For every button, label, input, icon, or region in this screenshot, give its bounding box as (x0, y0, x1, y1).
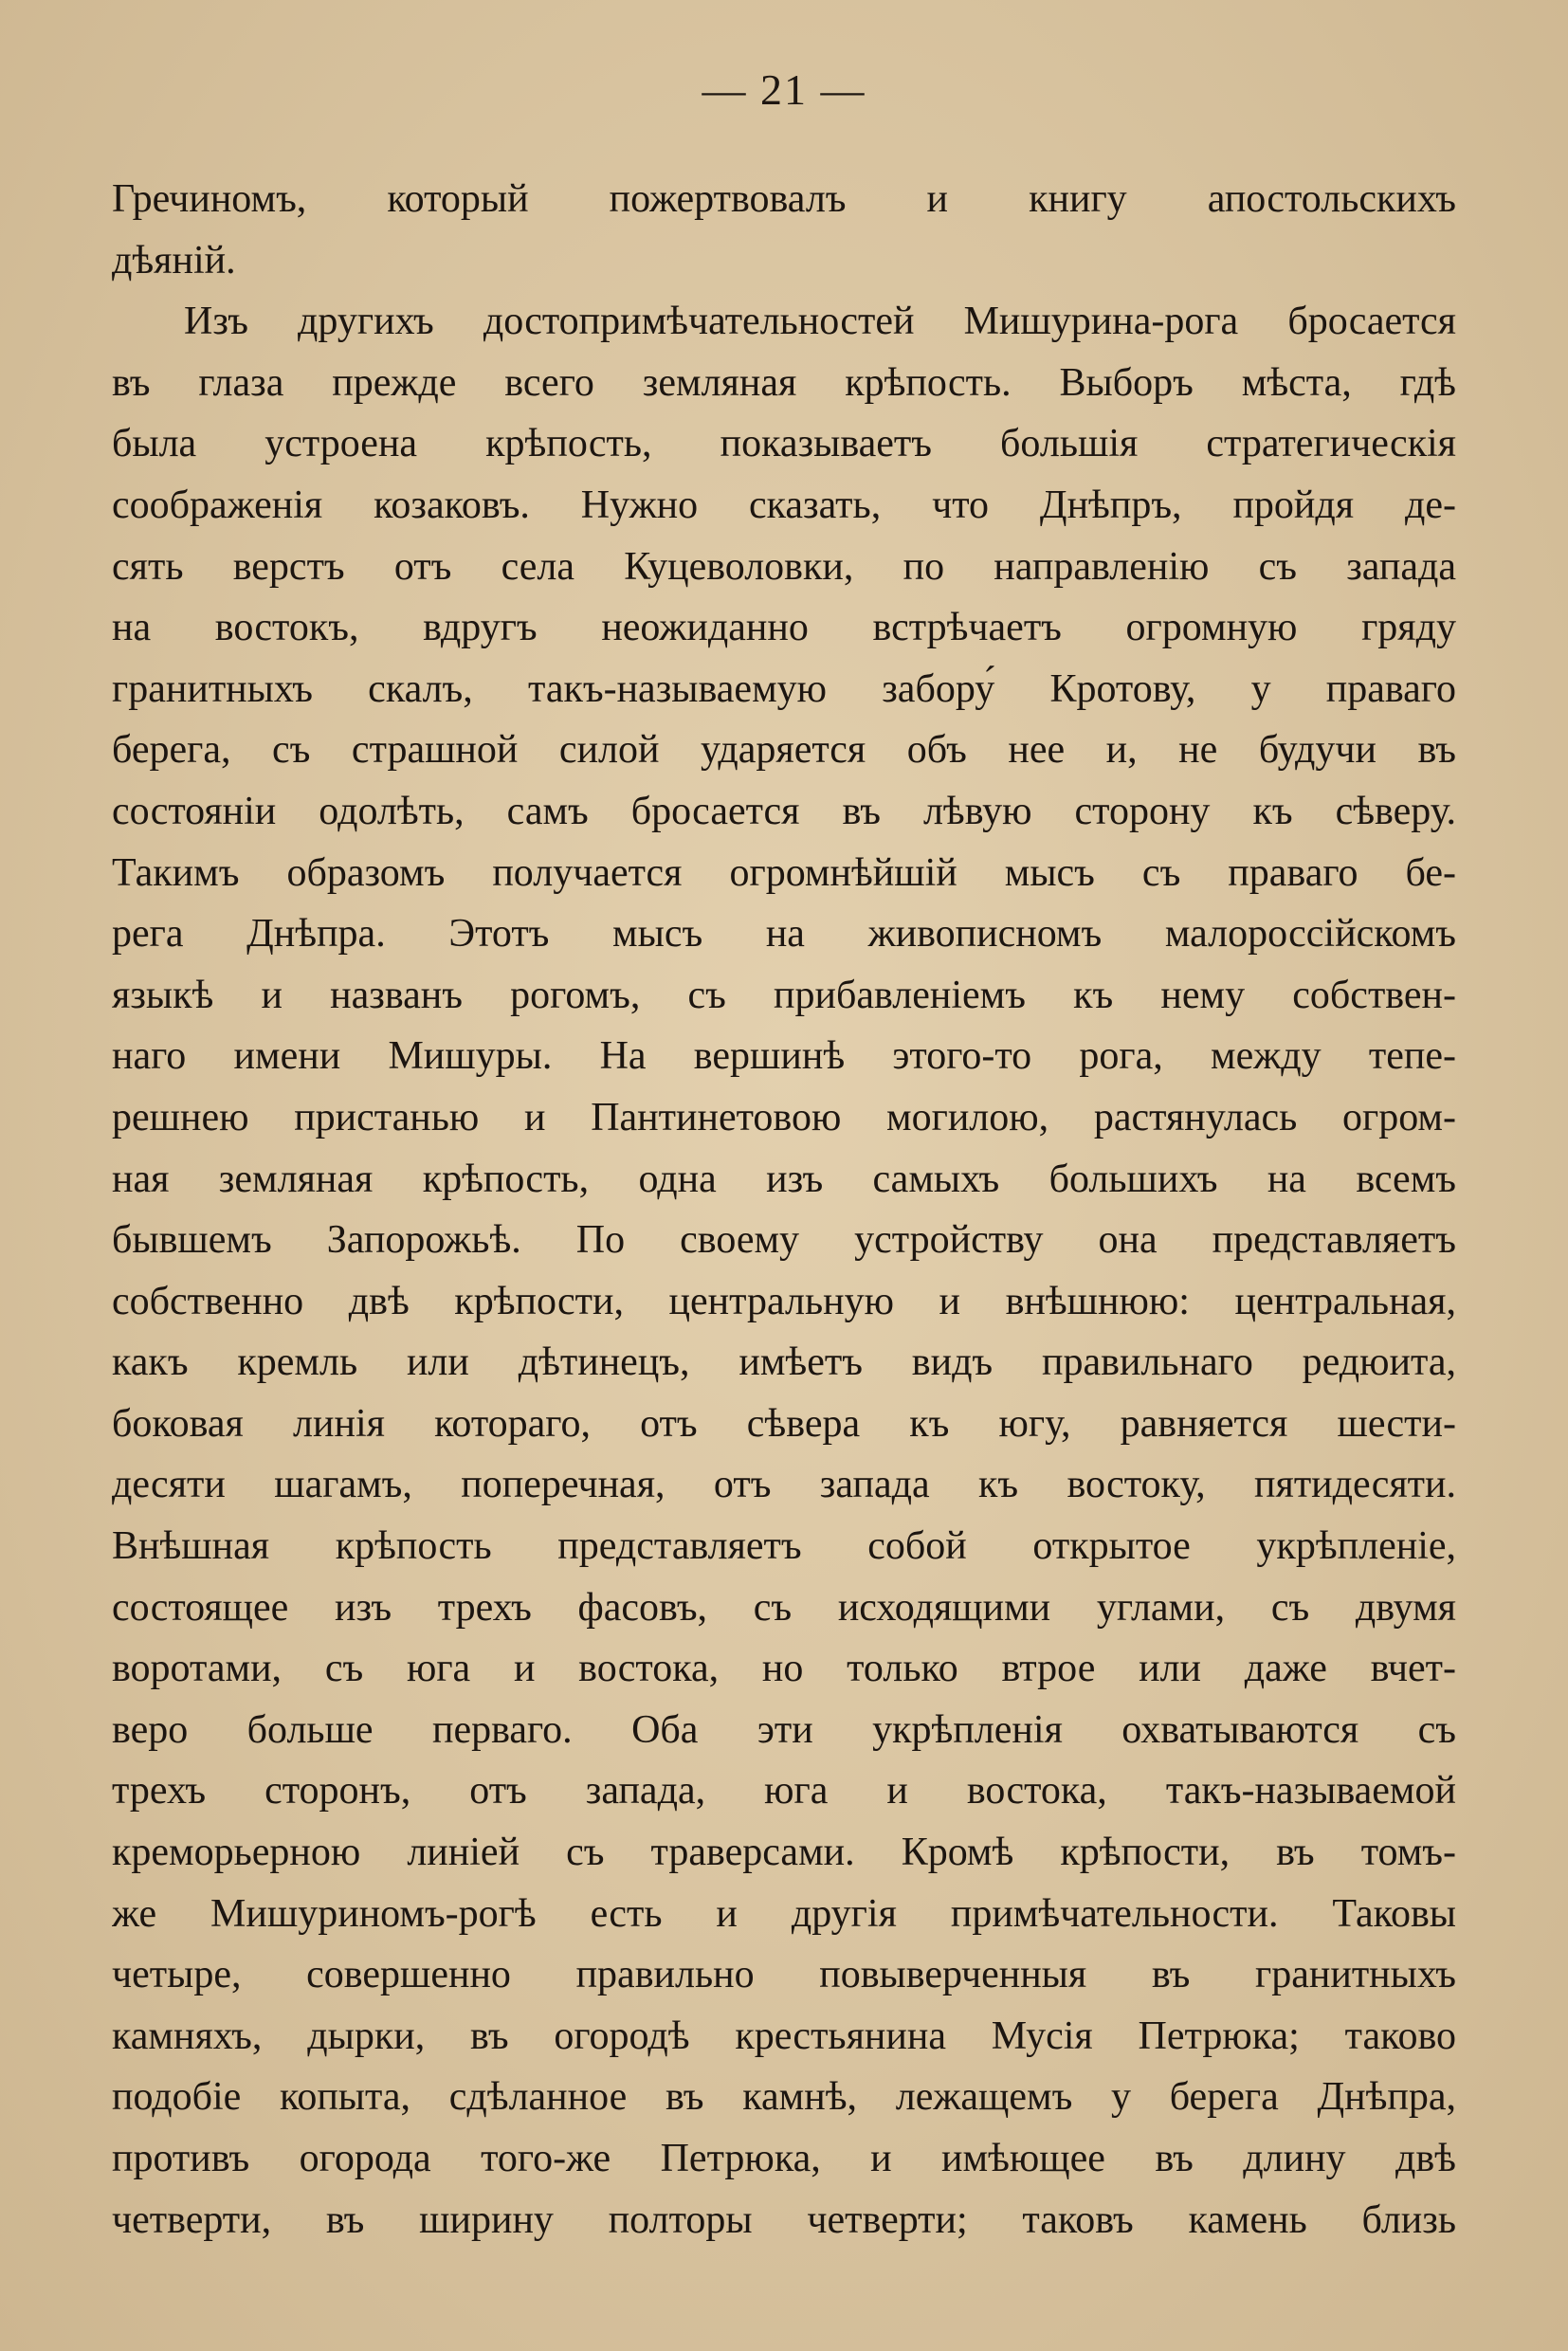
text-line: креморьерною линіей съ траверсами. Кромѣ крѣпости, въ томъ- (112, 1831, 1456, 1875)
text-line: наго имени Мишуры. На вершинѣ этого-то рога, между тепе- (112, 1034, 1456, 1079)
text-line: состояніи одолѣть, самъ бросается въ лѣвую сторону къ сѣверу. (112, 789, 1456, 833)
text-line: воротами, съ юга и востока, но только втрое или даже вчет- (112, 1647, 1456, 1691)
text-line: Такимъ образомъ получается огромнѣйшій мысъ съ праваго бе- (112, 850, 1456, 895)
text-line: была устроена крѣпость, показываетъ большія стратегическія (112, 422, 1456, 466)
text-line: веро больше перваго. Оба эти укрѣпленія охватываются съ (112, 1707, 1456, 1752)
text-line: камняхъ, дырки, въ огородѣ крестьянина Мусія Петрюка; таково (112, 2014, 1456, 2058)
text-line: рега Днѣпра. Этотъ мысъ на живописномъ малороссійскомъ (112, 912, 1456, 957)
text-line: дѣяній. (112, 238, 236, 282)
text-line: противъ огорода того-же Петрюка, и имѣющее въ длину двѣ (112, 2137, 1456, 2180)
text-line: какъ кремль или дѣтинецъ, имѣетъ видъ правильнаго редюита, (112, 1340, 1456, 1385)
text-line: десяти шагамъ, поперечная, отъ запада къ востоку, пятидесяти. (112, 1463, 1456, 1507)
text-line: на востокъ, вдругъ неожиданно встрѣчаетъ огромную гряду (112, 606, 1456, 650)
text-line: трехъ сторонъ, отъ запада, юга и востока, такъ-называемой (112, 1769, 1456, 1813)
text-line: бывшемъ Запорожьѣ. По своему устройству она представляетъ (112, 1218, 1456, 1263)
text-line: решнею пристанью и Пантинетовою могилою, растянулась огром- (112, 1095, 1456, 1139)
text-line: гранитныхъ скалъ, такъ-называемую забору́ Кротову, у праваго (112, 666, 1456, 711)
text-line: Гречиномъ, который пожертвовалъ и книгу апостольскихъ (112, 177, 1456, 221)
text-line: языкѣ и названъ рогомъ, съ прибавленіемъ къ нему собствен- (112, 973, 1456, 1017)
text-line: подобіе копыта, сдѣланное въ камнѣ, лежащемъ у берега Днѣпра, (112, 2075, 1456, 2120)
text-line: Изъ другихъ достопримѣчательностей Мишурина-рога бросается (184, 300, 1456, 344)
body-text (112, 169, 1456, 2251)
text-line: четыре, совершенно правильно повыверченныя въ гранитныхъ (112, 1953, 1456, 1997)
text-line: сять верстъ отъ села Куцеволовки, по направленію съ запада (112, 544, 1456, 589)
page-number: — 21 — (702, 65, 866, 114)
text-line: въ глаза прежде всего земляная крѣпость. Выборъ мѣста, гдѣ (112, 360, 1456, 405)
text-line: собственно двѣ крѣпости, центральную и внѣшнюю: центральная, (112, 1279, 1456, 1323)
text-line: четверти, въ ширину полторы четверти; таковъ камень близь (112, 2197, 1456, 2242)
text-line: же Мишуриномъ-рогѣ есть и другія примѣчательности. Таковы (112, 1891, 1456, 1936)
text-line: состоящее изъ трехъ фасовъ, съ исходящими углами, съ двумя (112, 1585, 1456, 1630)
text-line: ная земляная крѣпость, одна изъ самыхъ большихъ на всемъ (112, 1157, 1456, 1201)
text-line: берега, съ страшной силой ударяется объ нее и, не будучи въ (112, 728, 1456, 773)
text-line: Внѣшная крѣпость представляетъ собой открытое укрѣпленіе, (112, 1524, 1456, 1569)
text-line: боковая линія котораго, отъ сѣвера къ югу, равняется шести- (112, 1401, 1456, 1446)
text-line: соображенія козаковъ. Нужно сказать, что Днѣпръ, пройдя де- (112, 483, 1456, 527)
